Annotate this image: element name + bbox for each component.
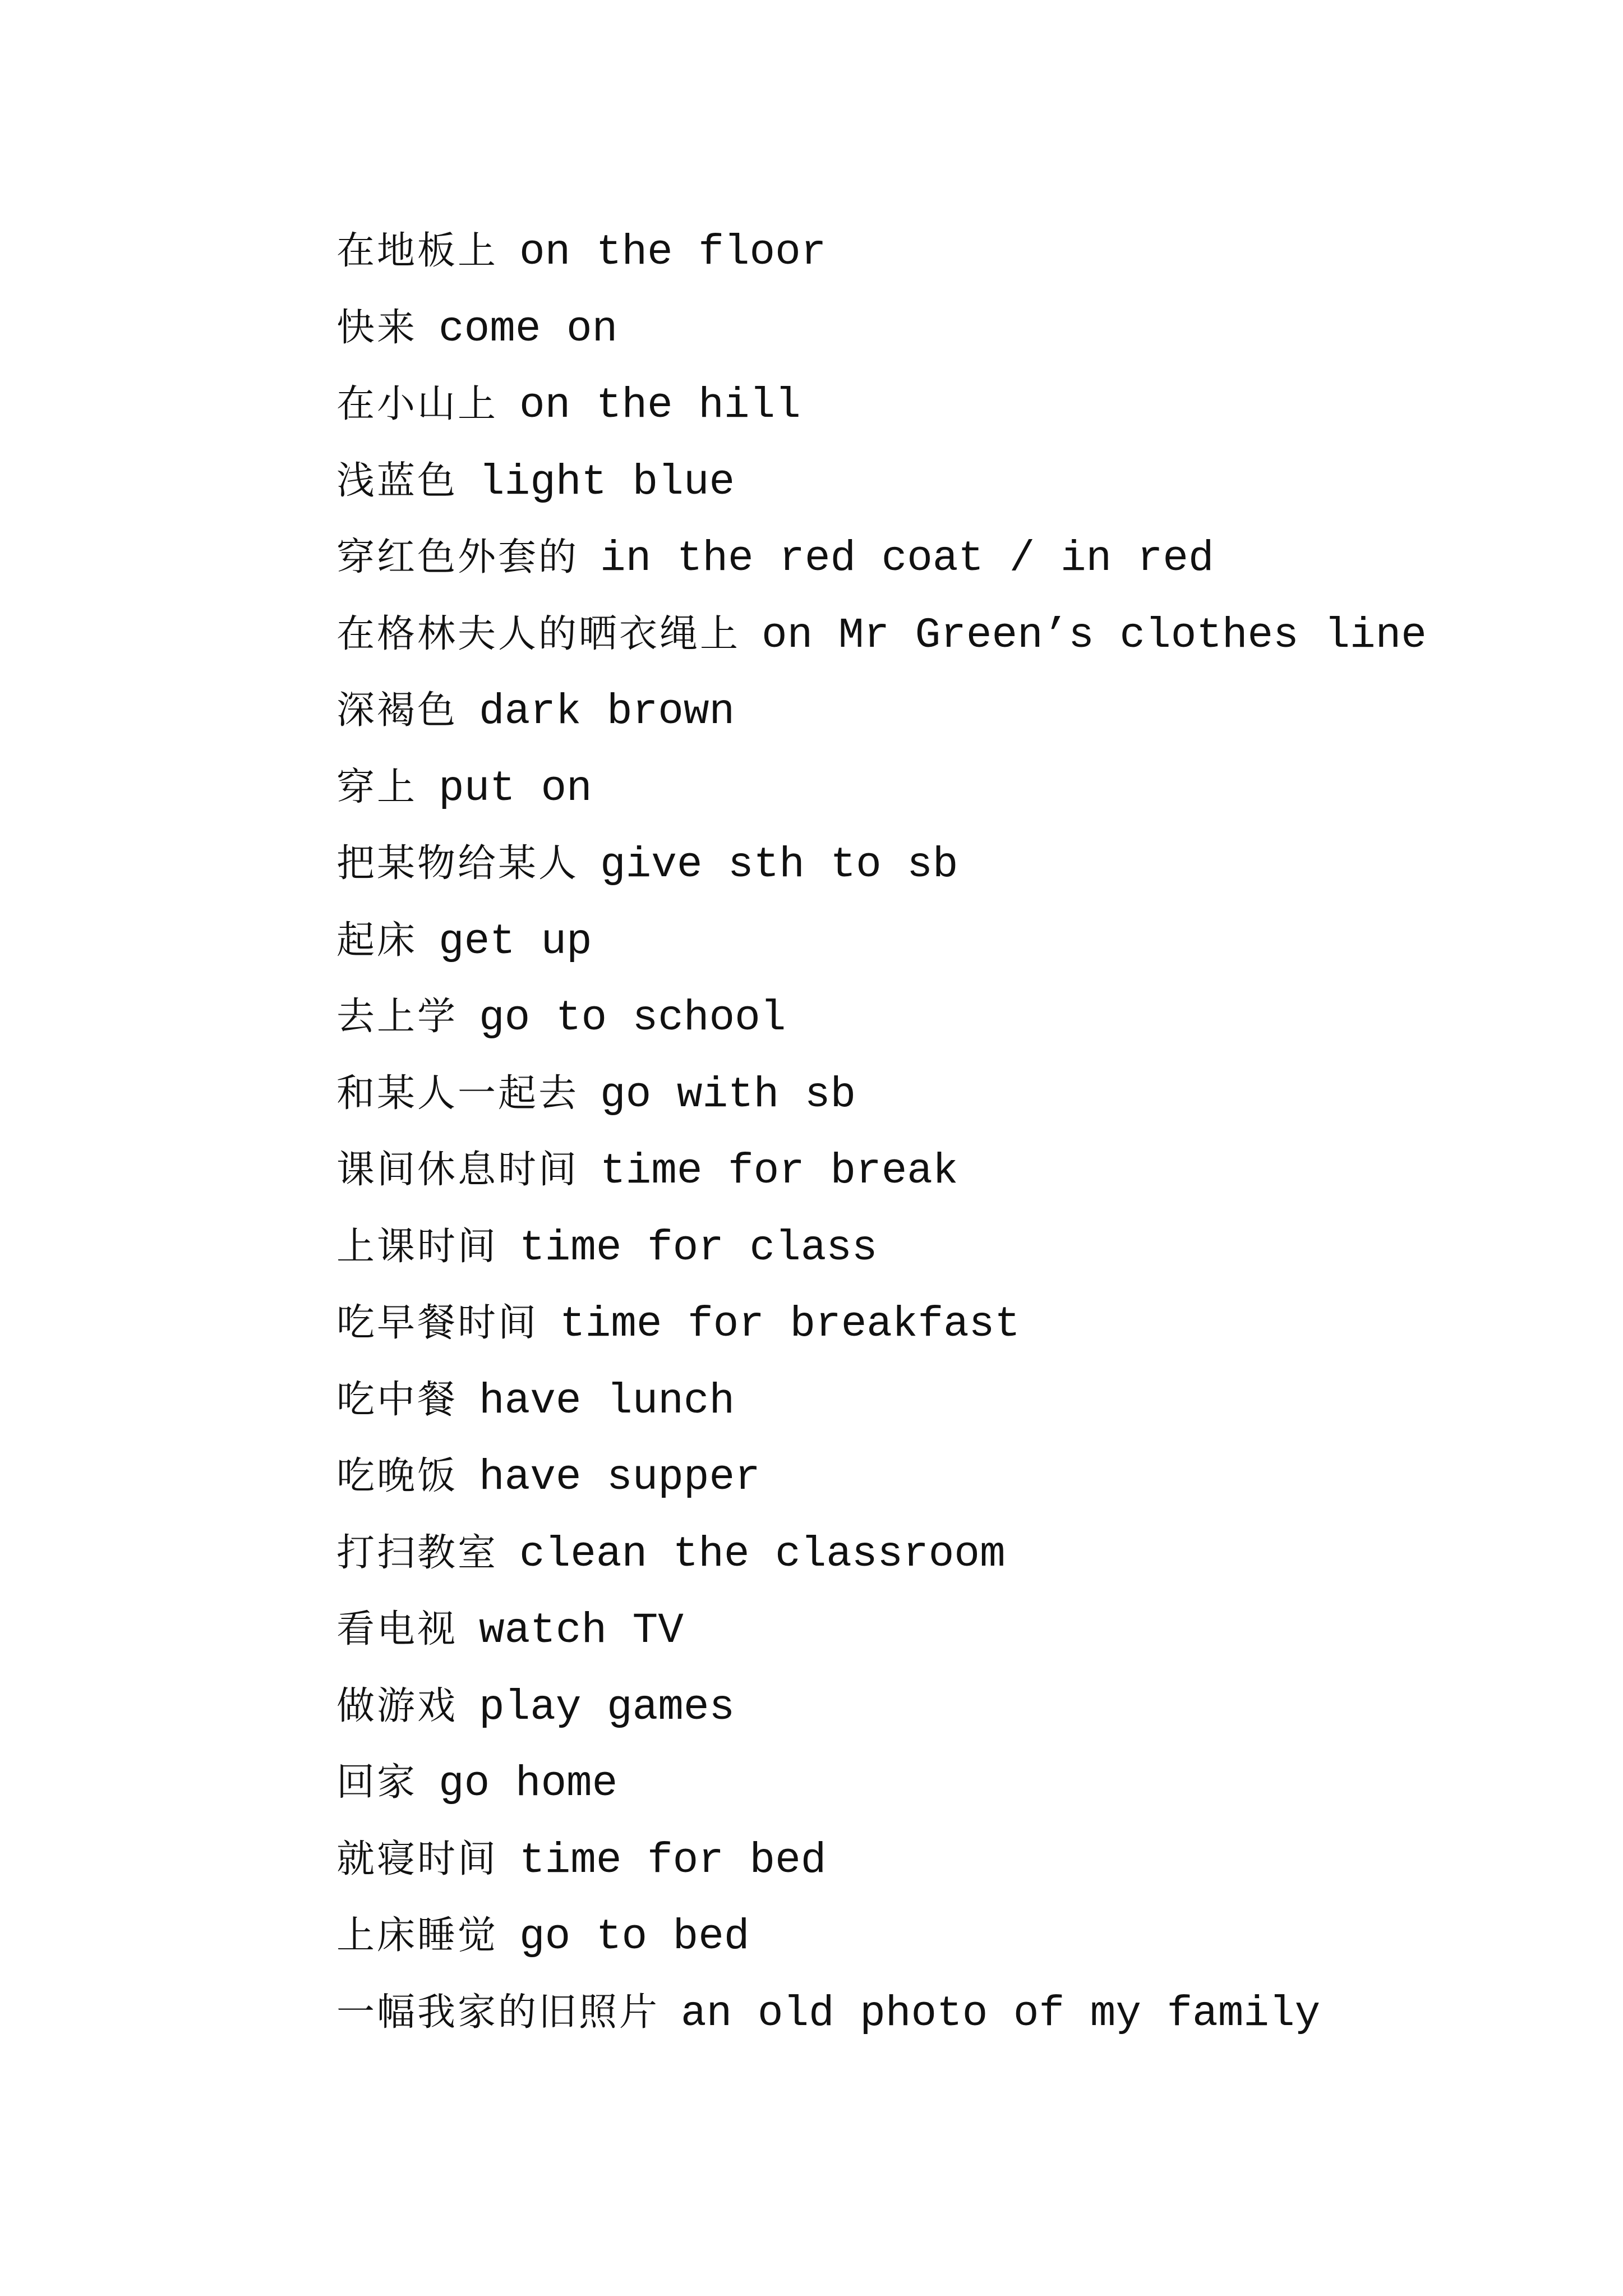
english-phrase: give sth to sb xyxy=(600,841,958,889)
chinese-phrase: 吃早餐时间 xyxy=(336,1301,539,1345)
english-phrase: go to school xyxy=(479,994,786,1042)
vocab-entry xyxy=(336,596,1427,673)
chinese-phrase: 课间休息时间 xyxy=(336,1148,579,1192)
english-phrase: time for bed xyxy=(519,1836,827,1885)
vocab-entry xyxy=(336,213,1427,290)
vocab-entry xyxy=(336,1056,1427,1133)
chinese-phrase: 吃晚饭 xyxy=(336,1454,458,1498)
vocab-entry xyxy=(336,903,1427,979)
chinese-phrase: 去上学 xyxy=(336,995,458,1039)
vocab-entry xyxy=(336,749,1427,826)
english-phrase: an old photo of my family xyxy=(681,1989,1321,2038)
vocab-entry xyxy=(336,1515,1427,1592)
chinese-phrase: 起床 xyxy=(336,918,418,963)
english-phrase: on Mr Green’s clothes line xyxy=(762,611,1427,660)
vocab-entry xyxy=(336,519,1427,596)
vocab-entry xyxy=(336,1132,1427,1209)
vocab-entry xyxy=(336,443,1427,520)
english-phrase: watch TV xyxy=(479,1607,684,1655)
chinese-phrase: 在小山上 xyxy=(336,382,499,426)
vocab-entry xyxy=(336,1591,1427,1668)
chinese-phrase: 深褐色 xyxy=(336,688,458,733)
chinese-phrase: 把某物给某人 xyxy=(336,841,579,886)
english-phrase: have supper xyxy=(479,1453,760,1502)
english-phrase: time for break xyxy=(600,1147,958,1195)
english-phrase: on the floor xyxy=(519,228,827,277)
vocab-entry xyxy=(336,1668,1427,1745)
english-phrase: go to bed xyxy=(519,1913,750,1961)
chinese-phrase: 看电视 xyxy=(336,1607,458,1651)
english-phrase: on the hill xyxy=(519,381,801,430)
chinese-phrase: 上床睡觉 xyxy=(336,1913,499,1958)
english-phrase: have lunch xyxy=(479,1377,735,1425)
vocab-entry xyxy=(336,1285,1427,1362)
english-phrase: time for class xyxy=(519,1223,878,1272)
vocab-entry xyxy=(336,366,1427,443)
chinese-phrase: 就寝时间 xyxy=(336,1837,499,1881)
chinese-phrase: 穿上 xyxy=(336,765,418,809)
chinese-phrase: 做游戏 xyxy=(336,1683,458,1728)
english-phrase: play games xyxy=(479,1683,735,1732)
vocab-entry xyxy=(336,1438,1427,1515)
english-phrase: light blue xyxy=(479,458,735,507)
english-phrase: go with sb xyxy=(600,1070,856,1119)
chinese-phrase: 穿红色外套的 xyxy=(336,535,579,579)
chinese-phrase: 打扫教室 xyxy=(336,1530,499,1575)
chinese-phrase: 上课时间 xyxy=(336,1224,499,1269)
vocab-entry xyxy=(336,979,1427,1056)
vocab-entry xyxy=(336,1362,1427,1439)
chinese-phrase: 快来 xyxy=(336,305,418,350)
vocab-entry xyxy=(336,1745,1427,1821)
english-phrase: put on xyxy=(439,764,592,813)
vocabulary-list xyxy=(336,213,1427,2051)
chinese-phrase: 浅蓝色 xyxy=(336,458,458,503)
vocab-entry xyxy=(336,826,1427,903)
vocab-entry xyxy=(336,673,1427,749)
english-phrase: go home xyxy=(439,1760,618,1808)
chinese-phrase: 和某人一起去 xyxy=(336,1071,579,1116)
english-phrase: time for breakfast xyxy=(560,1300,1020,1349)
vocab-entry xyxy=(336,1898,1427,1975)
chinese-phrase: 回家 xyxy=(336,1760,418,1805)
english-phrase: dark brown xyxy=(479,688,735,736)
vocab-entry xyxy=(336,290,1427,367)
chinese-phrase: 吃中餐 xyxy=(336,1377,458,1422)
english-phrase: come on xyxy=(439,305,618,353)
vocab-entry xyxy=(336,1975,1427,2051)
chinese-phrase: 一幅我家的旧照片 xyxy=(336,1990,660,2035)
english-phrase: get up xyxy=(439,917,592,966)
vocab-entry xyxy=(336,1209,1427,1286)
chinese-phrase: 在格林夫人的晒衣绳上 xyxy=(336,611,741,656)
english-phrase: clean the classroom xyxy=(519,1530,1006,1579)
english-phrase: in the red coat / in red xyxy=(600,535,1214,583)
chinese-phrase: 在地板上 xyxy=(336,229,499,273)
vocab-entry xyxy=(336,1821,1427,1898)
